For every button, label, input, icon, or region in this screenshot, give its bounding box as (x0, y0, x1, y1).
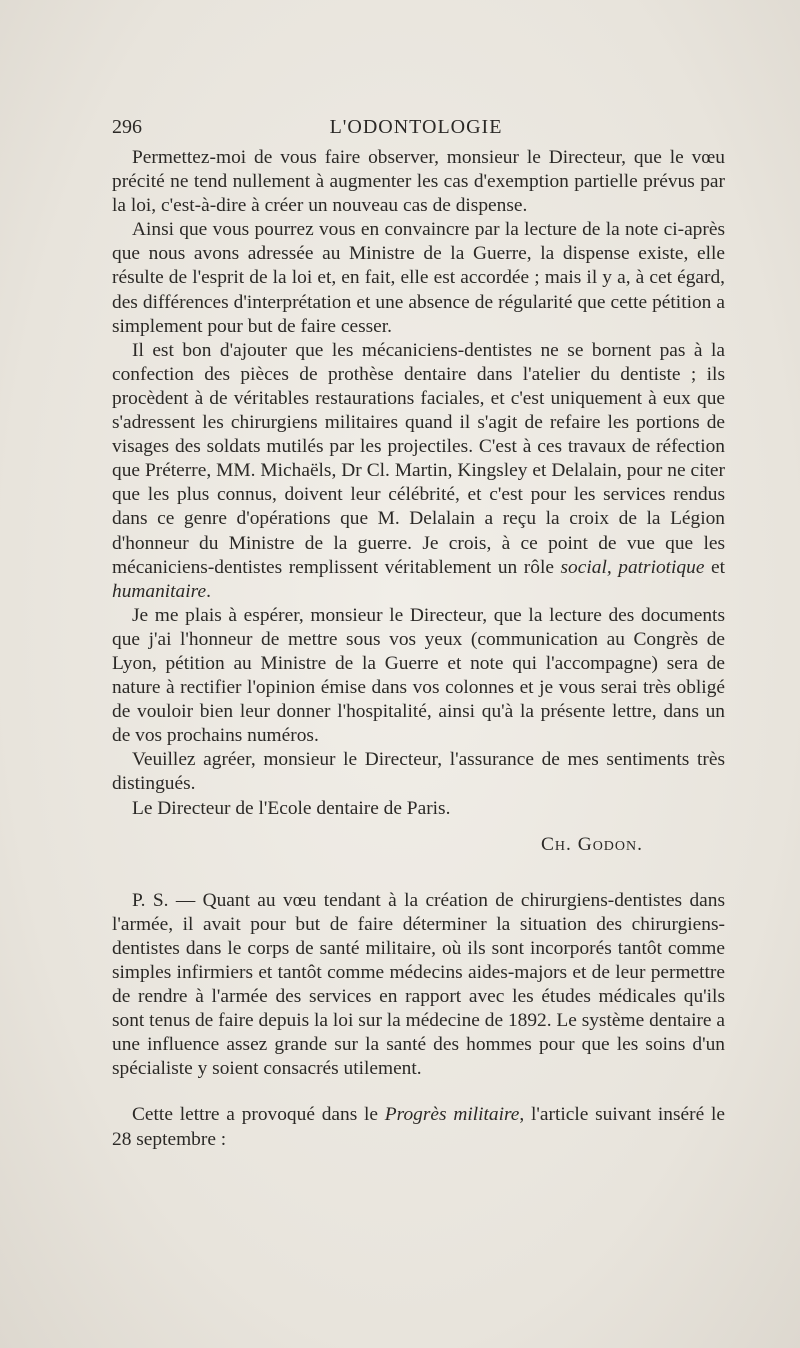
paragraph-2: Ainsi que vous pourrez vous en convaincre par la lecture de la note ci-après que nous avons adressée au Ministre de la Guerre, la dispense existe, elle résulte de l'esprit de la loi et, en fait, elle est accordée ; mais il y a, à cet égard, des différences d'interprétation et une absence de régularité que cette pétition a simplement pour but de faire cesser. (112, 219, 725, 337)
paragraph-3-text: Il est bon d'ajouter que les mécaniciens-dentistes ne se bornent pas à la confection des pièces de prothèse dentaire dans l'atelier du dentiste ; ils procèdent à de véritables restaurations faciales, et c'est uniquement à eux que s'adressent les chirurgiens militaires quand il s'agit de refaire les portions de visages des soldats mutilés par les projectiles. C'est à ces travaux de réfection que Préterre, MM. Michaëls, Dr Cl. Martin, Kingsley et Delalain, pour ne citer que les plus connus, doivent leur célébrité, et c'est pour les services rendus dans ce genre d'opérations que M. Delalain a reçu la croix de la Légion d'honneur du Ministre de la guerre. Je crois, à ce point de vue que les mécaniciens-dentistes remplissent véritablement un rôle (112, 339, 725, 578)
paragraph-5: Veuillez agréer, monsieur le Directeur, l'assurance de mes sentiments très distingués. (112, 749, 725, 795)
page-number: 296 (112, 116, 142, 138)
signature: Ch. Godon. (540, 833, 643, 855)
postscript: P. S. — Quant au vœu tendant à la création de chirurgiens-dentistes dans l'armée, il avait pour but de faire déterminer la situation des chirurgiens-dentistes dans le corps de santé militaire, où ils sont incorporés tantôt comme simples infirmiers et tantôt comme médecins aides-majors et de leur permettre de rendre à l'armée des services en rapport avec les études médicales qu'ils sont tenus de faire depuis la loi sur la médecine de 1892. Le système dentaire a une influence assez grande sur la santé des hommes pour que les soins d'un spécialiste y soient consacrés utilement. (112, 889, 725, 1080)
paragraph-6: Le Directeur de l'Ecole dentaire de Paris. (132, 797, 451, 819)
paragraph-7-italic: Progrès militaire (384, 1104, 520, 1126)
paragraph-3-end: . (206, 580, 211, 602)
page-body (112, 146, 725, 1152)
paragraph-3-connector: et (704, 556, 725, 578)
paragraph-4: Je me plais à espérer, monsieur le Directeur, que la lecture des documents que j'ai l'honneur de mettre sous vos yeux (communication au Congrès de Lyon, pétition au Ministre de la Guerre et note qui l'accompagne) sera de nature à rectifier l'opinion émise dans vos colonnes et je vous serai très obligé de vouloir bien leur donner l'hospitalité, ainsi qu'à la présente lettre, dans un de vos prochains numéros. (112, 604, 725, 747)
paragraph-7-text: Cette lettre a provoqué dans le (132, 1104, 385, 1126)
running-head: L'ODONTOLOGIE (329, 116, 503, 138)
paragraph-7 (112, 1103, 725, 1151)
paragraph-1: Permettez-moi de vous faire observer, monsieur le Directeur, que le vœu précité ne tend nullement à augmenter les cas d'exemption partielle prévus par la loi, c'est-à-dire à créer un nouveau cas de dispense. (112, 147, 725, 217)
paragraph-3-italic-2: humanitaire (112, 580, 207, 602)
page-header (112, 116, 720, 140)
paragraph-3-italic-1: social, patriotique (560, 556, 705, 578)
paragraph-7-end: , l'article suivant inséré le 28 septembre : (112, 1104, 725, 1150)
paragraph-3 (112, 339, 725, 604)
